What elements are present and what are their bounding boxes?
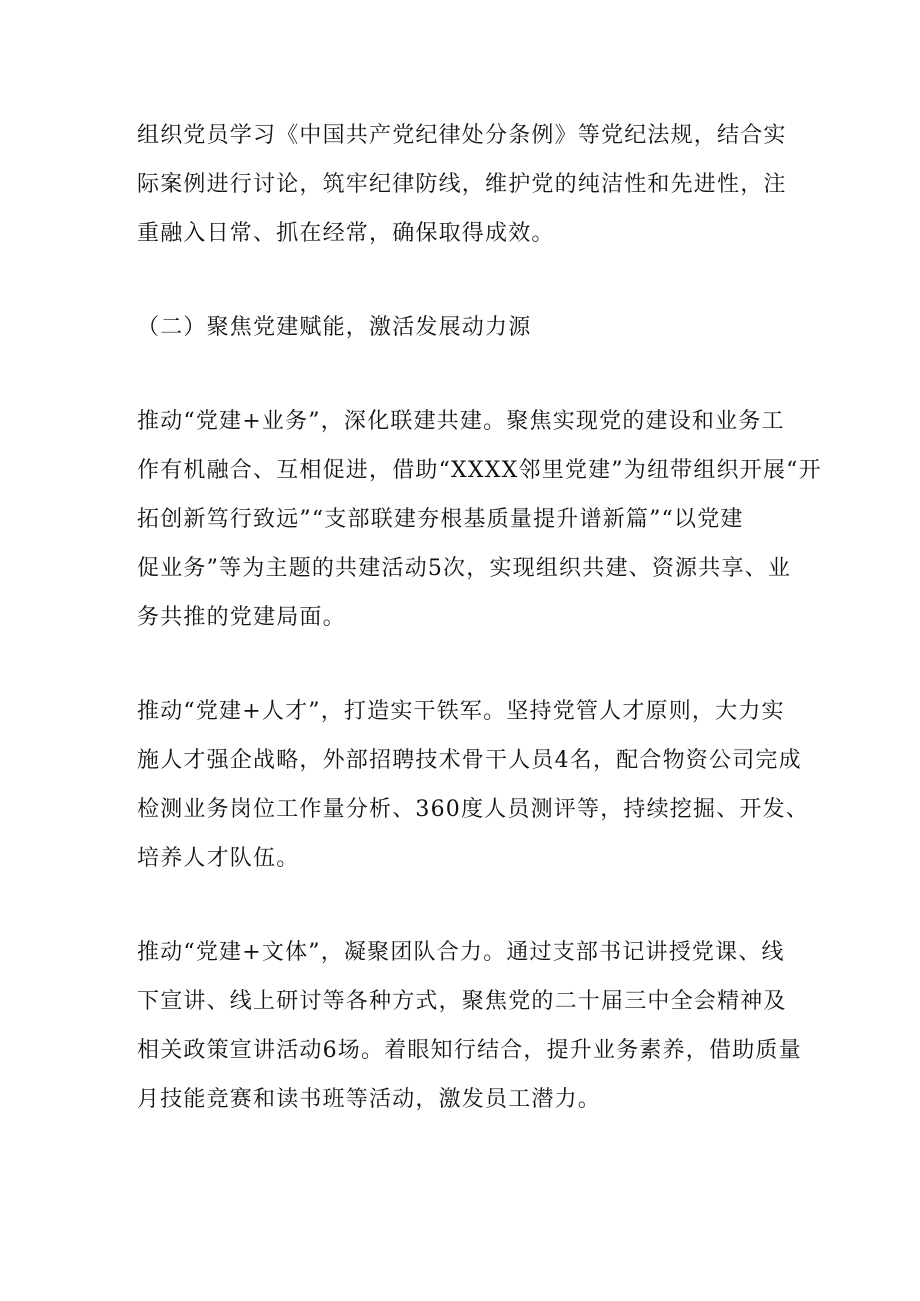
text-line: 作有机融合、互相促进，借助“XXXX邻里党建”为纽带组织开展“开 <box>137 458 822 483</box>
text-line: 下宣讲、线上研讨等各种方式，聚焦党的二十届三中全会精神及 <box>137 989 787 1014</box>
text-line: 际案例进行讨论，筑牢纪律防线，维护党的纯洁性和先进性，注 <box>137 172 787 197</box>
text-line: 重融入日常、抓在经常，确保取得成效。 <box>137 221 555 246</box>
text-line: 施人才强企战略，外部招聘技术骨干人员4名，配合物资公司完成 <box>137 748 802 773</box>
text-line: 促业务”等为主题的共建活动5次，实现组织共建、资源共享、业 <box>137 556 792 581</box>
text-line: 检测业务岗位工作量分析、360度人员测评等，持续挖掘、开发、 <box>137 797 809 822</box>
section-heading: （二）聚焦党建赋能，激活发展动力源 <box>137 315 532 340</box>
text-line: 培养人才队伍。 <box>137 846 300 871</box>
text-line: 推动“党建+文体”，凝聚团队合力。通过支部书记讲授党课、线 <box>137 940 785 965</box>
text-line: 月技能竞赛和读书班等活动，激发员工潜力。 <box>137 1087 602 1112</box>
text-line: 相关政策宣讲活动6场。着眼知行结合，提升业务素养，借助质量 <box>137 1038 802 1063</box>
text-line: 拓创新笃行致远”“支部联建夯根基质量提升谱新篇”“以党建 <box>137 507 744 532</box>
text-line: 组织党员学习《中国共产党纪律处分条例》等党纪法规，结合实 <box>137 123 787 148</box>
text-line: 推动“党建+人才”，打造实干铁军。坚持党管人才原则，大力实 <box>137 699 785 724</box>
text-line: 推动“党建+业务”，深化联建共建。聚焦实现党的建设和业务工 <box>137 409 785 434</box>
text-line: 务共推的党建局面。 <box>137 605 346 630</box>
